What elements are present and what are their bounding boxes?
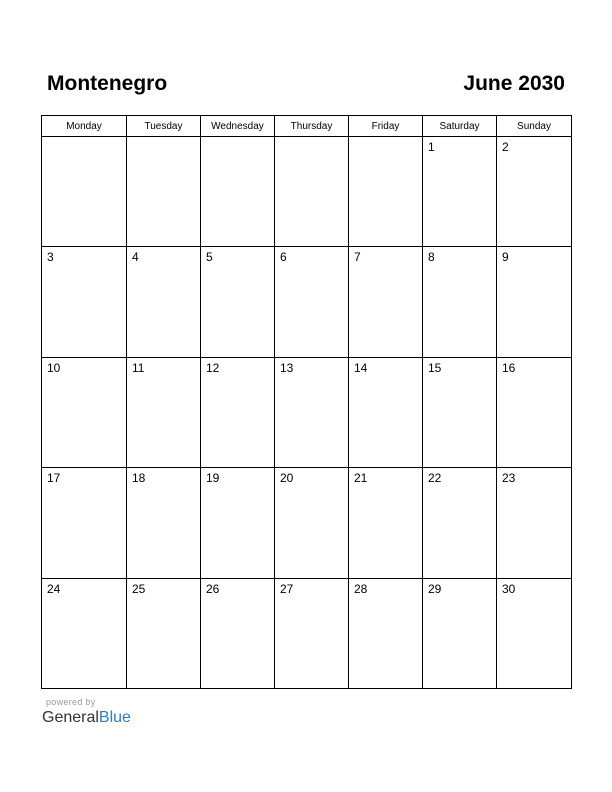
calendar-grid [41,115,572,689]
day-number: 4 [132,250,139,265]
day-cell [42,357,127,467]
day-cell [42,468,127,578]
day-cell [497,247,572,357]
day-number [275,137,348,140]
day-number: 11 [132,360,145,375]
weekday-header: Tuesday [127,116,201,137]
weekday-header: Wednesday [201,116,275,137]
day-cell [275,357,349,467]
day-cell [201,578,275,688]
generalblue-logo [42,708,131,727]
day-number [349,137,422,140]
day-number: 27 [280,581,294,596]
day-cell [201,468,275,578]
month-year-title: June 2030 [463,72,565,95]
day-cell [127,578,201,688]
day-number: 25 [132,581,146,596]
footer-branding [42,697,131,727]
weekday-header-row [42,116,572,137]
day-number: 18 [132,471,146,486]
weekday-header: Sunday [497,116,572,137]
day-number: 29 [428,581,442,596]
day-number: 15 [428,360,442,375]
day-cell [127,247,201,357]
day-cell [349,468,423,578]
day-cell [423,468,497,578]
powered-by-label: powered by [46,697,96,707]
country-title: Montenegro [47,72,168,95]
day-cell [201,247,275,357]
week-row [42,247,572,357]
day-cell [127,357,201,467]
day-cell [423,357,497,467]
day-number: 13 [280,360,294,375]
day-number: 26 [206,581,220,596]
day-number: 30 [502,581,516,596]
day-number: 24 [47,581,61,596]
week-row [42,357,572,467]
day-cell [349,357,423,467]
day-number: 16 [502,360,516,375]
week-row [42,468,572,578]
day-number [201,137,274,140]
day-cell [497,468,572,578]
day-number: 28 [354,581,368,596]
day-number: 7 [354,250,361,265]
day-cell [127,137,201,247]
day-number: 22 [428,471,442,486]
day-number: 8 [428,250,435,265]
day-cell [201,357,275,467]
day-number: 20 [280,471,294,486]
day-number: 10 [47,360,61,375]
day-cell [275,137,349,247]
day-number: 1 [428,140,435,154]
day-number: 6 [280,250,287,265]
day-cell [349,137,423,247]
brand-general-text: General [42,709,99,726]
day-cell [42,137,127,247]
day-cell [275,247,349,357]
day-cell [201,137,275,247]
brand-blue-text: Blue [98,709,131,726]
day-number [127,137,200,140]
day-cell [275,578,349,688]
day-cell [497,578,572,688]
day-number: 21 [354,471,368,486]
day-cell [497,357,572,467]
week-row [42,578,572,688]
day-number: 3 [47,250,54,265]
weekday-header: Friday [349,116,423,137]
day-cell [423,578,497,688]
weekday-header: Monday [42,116,127,137]
day-number: 19 [206,471,220,486]
day-cell [275,468,349,578]
day-number: 23 [502,471,516,486]
day-cell [42,578,127,688]
day-number: 9 [502,250,509,265]
day-cell [497,137,572,247]
weekday-header: Saturday [423,116,497,137]
day-cell [349,578,423,688]
day-number: 14 [354,360,368,375]
day-cell [127,468,201,578]
day-cell [423,247,497,357]
day-cell [423,137,497,247]
weekday-header: Thursday [275,116,349,137]
day-cell [349,247,423,357]
day-cell [42,247,127,357]
week-row [42,137,572,247]
day-number: 12 [206,360,220,375]
day-number: 5 [206,250,213,265]
day-number: 17 [47,471,61,486]
day-number: 2 [502,140,509,154]
day-number [42,137,126,140]
